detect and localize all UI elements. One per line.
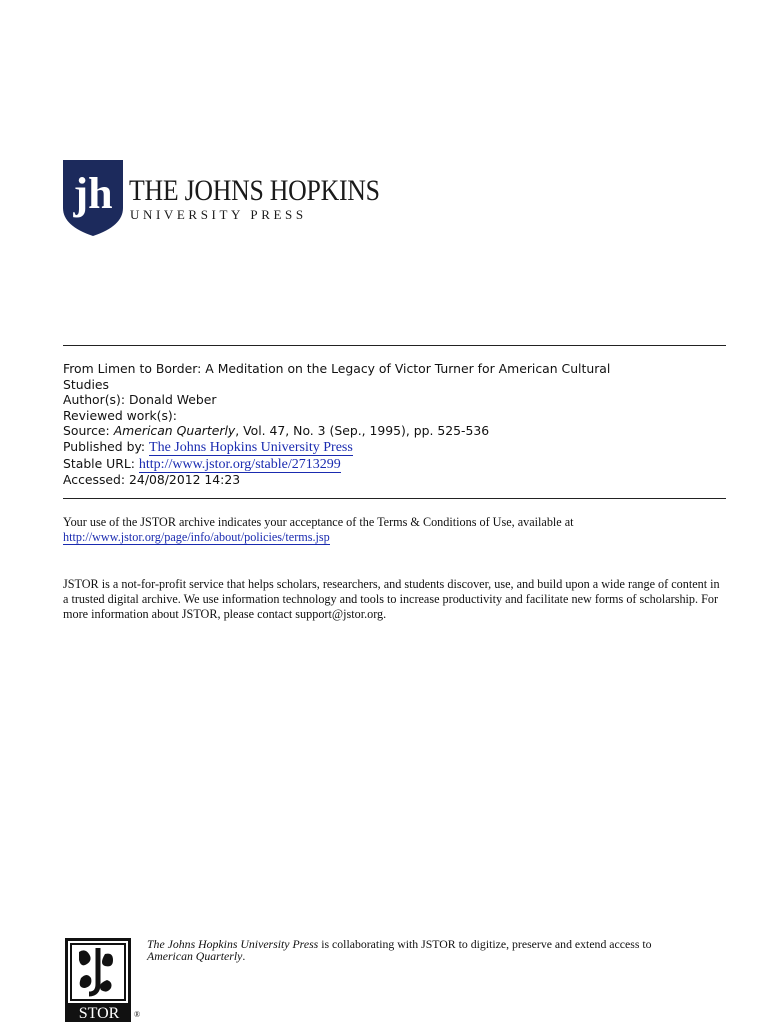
author-line bbox=[63, 392, 728, 408]
bottom-divider bbox=[63, 498, 726, 499]
source-line bbox=[63, 423, 728, 439]
terms-text: Your use of the JSTOR archive indicates your acceptance of the Terms & Conditions of Use, available at bbox=[63, 515, 574, 529]
top-divider bbox=[63, 345, 726, 346]
stable-url-label: Stable URL: bbox=[63, 455, 135, 471]
logo-press-subname: UNIVERSITY PRESS bbox=[130, 207, 307, 222]
publisher-logo bbox=[63, 160, 380, 240]
author-name: Donald Weber bbox=[128, 392, 217, 408]
source-label: Source: bbox=[63, 423, 110, 439]
citation-block bbox=[63, 361, 728, 488]
terms-notice bbox=[63, 515, 723, 545]
collab-end: . bbox=[242, 948, 246, 963]
registered-mark: ® bbox=[134, 1010, 141, 1019]
terms-link[interactable]: http://www.jstor.org/page/info/about/policies/terms.jsp bbox=[63, 530, 330, 544]
accessed-date: 24/08/2012 14:23 bbox=[129, 472, 241, 488]
author-label: Author(s): bbox=[63, 392, 126, 408]
published-by-line bbox=[63, 439, 728, 456]
published-label: Published by: bbox=[63, 438, 146, 454]
journal-name: American Quarterly bbox=[113, 423, 236, 439]
source-details: , Vol. 47, No. 3 (Sep., 1995), pp. 525-536 bbox=[235, 423, 490, 439]
stable-url-link[interactable]: http://www.jstor.org/stable/2713299 bbox=[138, 456, 341, 472]
article-title-line-2: Studies bbox=[63, 376, 109, 392]
accessed-label: Accessed: bbox=[63, 472, 126, 488]
logo-monogram: jh bbox=[73, 169, 113, 218]
collab-text: is collaborating with JSTOR to digitize, preserve and extend access to bbox=[318, 937, 652, 951]
collab-journal: American Quarterly bbox=[147, 948, 243, 963]
jstor-logo-icon bbox=[65, 938, 131, 1022]
publisher-link[interactable]: The Johns Hopkins University Press bbox=[149, 439, 353, 455]
jh-shield-logo-icon bbox=[63, 160, 125, 236]
jstor-logo-text: STOR bbox=[78, 1005, 120, 1022]
article-title-line-1: From Limen to Border: A Meditation on the Legacy of Victor Turner for American Cultural bbox=[63, 361, 611, 376]
stable-url-line bbox=[63, 456, 728, 473]
logo-press-name: THE JOHNS HOPKINS bbox=[129, 174, 380, 207]
reviewed-works-line: Reviewed work(s): bbox=[63, 407, 177, 423]
collab-press-name: The Johns Hopkins University Press bbox=[147, 937, 319, 951]
collaboration-notice bbox=[147, 939, 737, 963]
jstor-about-text: JSTOR is a not-for-profit service that helps scholars, researchers, and students discover, use, and build upon a wide range of content in a trusted digital archive. We use information technology and tools to increase productivity and facilitate new forms of scholarship. For more information about JSTOR, please contact support@jstor.org. bbox=[63, 577, 720, 621]
accessed-line bbox=[63, 472, 728, 488]
